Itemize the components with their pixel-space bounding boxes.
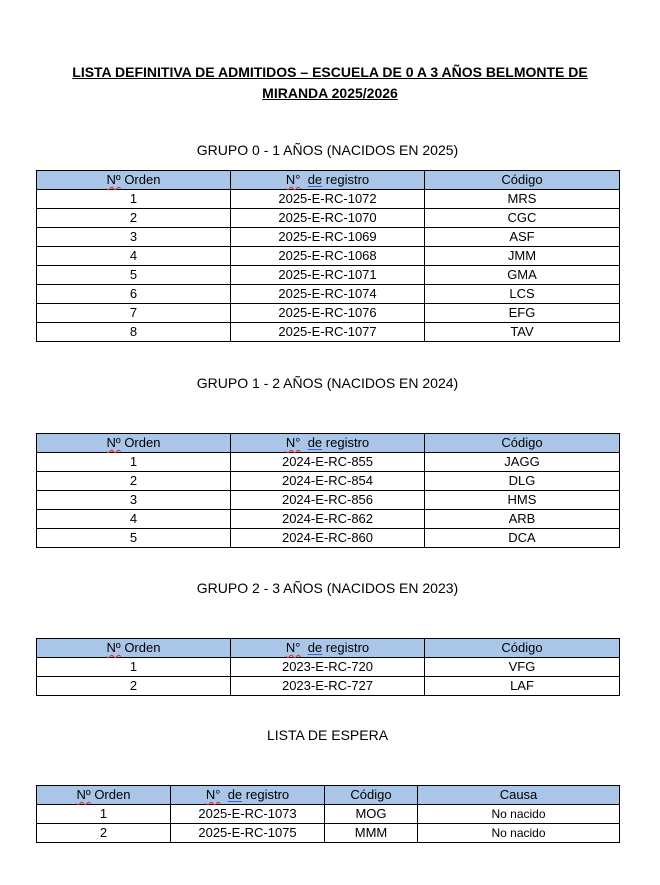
codigo-header: Código (425, 639, 620, 658)
orden-cell: 3 (37, 491, 231, 510)
codigo-cell: EFG (425, 304, 620, 323)
registro-de: de (307, 435, 323, 450)
group-heading: GRUPO 2 - 3 AÑOS (NACIDOS EN 2023) (196, 580, 459, 596)
registro-de: de (307, 640, 323, 655)
table-header-row (37, 786, 620, 805)
causa-cell: No nacido (418, 824, 620, 843)
table-row (37, 190, 620, 209)
registro-cell: 2025-E-RC-1073 (171, 805, 325, 824)
table-row (37, 323, 620, 342)
codigo-cell: JMM (425, 247, 620, 266)
table-header-row (37, 171, 620, 190)
table-row (37, 453, 620, 472)
registro-prefix: N° (285, 172, 301, 187)
table-header-row (37, 434, 620, 453)
codigo-cell: LCS (425, 285, 620, 304)
table-row (37, 510, 620, 529)
registro-cell: 2025-E-RC-1069 (231, 228, 425, 247)
registro-cell: 2025-E-RC-1075 (171, 824, 325, 843)
registro-word: registro (245, 787, 290, 802)
admitted-table (36, 433, 620, 548)
orden-cell: 4 (37, 247, 231, 266)
table-row (37, 304, 620, 323)
codigo-cell: CGC (425, 209, 620, 228)
registro-cell: 2025-E-RC-1074 (231, 285, 425, 304)
registro-cell: 2024-E-RC-856 (231, 491, 425, 510)
registro-cell: 2023-E-RC-720 (231, 658, 425, 677)
codigo-cell: MRS (425, 190, 620, 209)
orden-header (37, 786, 171, 805)
registro-cell: 2024-E-RC-854 (231, 472, 425, 491)
orden-header (37, 434, 231, 453)
codigo-header: Código (425, 171, 620, 190)
codigo-cell: HMS (425, 491, 620, 510)
table-row (37, 805, 620, 824)
registro-header (171, 786, 325, 805)
registro-cell: 2025-E-RC-1072 (231, 190, 425, 209)
orden-cell: 2 (37, 209, 231, 228)
table-row (37, 228, 620, 247)
registro-cell: 2024-E-RC-860 (231, 529, 425, 548)
orden-cell: 5 (37, 529, 231, 548)
causa-cell: No nacido (418, 805, 620, 824)
orden-cell: 7 (37, 304, 231, 323)
orden-cell: 2 (37, 677, 231, 696)
codigo-cell: ASF (425, 228, 620, 247)
codigo-header: Código (425, 434, 620, 453)
codigo-cell: TAV (425, 323, 620, 342)
orden-cell: 1 (37, 658, 231, 677)
orden-cell: 3 (37, 228, 231, 247)
codigo-cell: DCA (425, 529, 620, 548)
orden-prefix: Nº (76, 787, 91, 802)
admitted-table (36, 170, 620, 342)
registro-cell: 2024-E-RC-862 (231, 510, 425, 529)
orden-header (37, 171, 231, 190)
causa-header: Causa (418, 786, 620, 805)
codigo-cell: MOG (325, 805, 418, 824)
orden-prefix: Nº (106, 172, 121, 187)
table-row (37, 209, 620, 228)
table-row (37, 529, 620, 548)
table-row (37, 266, 620, 285)
registro-cell: 2023-E-RC-727 (231, 677, 425, 696)
codigo-cell: LAF (425, 677, 620, 696)
registro-word: registro (325, 435, 370, 450)
table-row (37, 824, 620, 843)
registro-header (231, 639, 425, 658)
codigo-cell: JAGG (425, 453, 620, 472)
table-row (37, 247, 620, 266)
orden-cell: 5 (37, 266, 231, 285)
registro-word: registro (325, 640, 370, 655)
admitted-table (36, 638, 620, 696)
registro-de: de (227, 787, 243, 802)
orden-prefix: Nº (106, 640, 121, 655)
table-row (37, 491, 620, 510)
table-row (37, 472, 620, 491)
orden-cell: 1 (37, 805, 171, 824)
table-row (37, 285, 620, 304)
codigo-cell: VFG (425, 658, 620, 677)
registro-header (231, 171, 425, 190)
table-row (37, 677, 620, 696)
registro-cell: 2025-E-RC-1077 (231, 323, 425, 342)
document-title: LISTA DEFINITIVA DE ADMITIDOS – ESCUELA DE 0 A 3 AÑOS BELMONTE DE MIRANDA 2025/2026 (72, 64, 588, 101)
codigo-cell: DLG (425, 472, 620, 491)
orden-word: Orden (124, 172, 161, 187)
orden-word: Orden (94, 787, 131, 802)
orden-cell: 1 (37, 453, 231, 472)
registro-cell: 2024-E-RC-855 (231, 453, 425, 472)
orden-cell: 4 (37, 510, 231, 529)
registro-cell: 2025-E-RC-1071 (231, 266, 425, 285)
group-heading: GRUPO 1 - 2 AÑOS (NACIDOS EN 2024) (196, 375, 459, 391)
orden-header (37, 639, 231, 658)
orden-cell: 6 (37, 285, 231, 304)
registro-cell: 2025-E-RC-1070 (231, 209, 425, 228)
waitlist-table (36, 785, 620, 843)
table-row (37, 658, 620, 677)
registro-word: registro (325, 172, 370, 187)
registro-header (231, 434, 425, 453)
registro-prefix: N° (285, 435, 301, 450)
codigo-cell: MMM (325, 824, 418, 843)
orden-cell: 1 (37, 190, 231, 209)
codigo-cell: GMA (425, 266, 620, 285)
orden-word: Orden (124, 435, 161, 450)
orden-cell: 2 (37, 824, 171, 843)
orden-word: Orden (124, 640, 161, 655)
registro-prefix: N° (205, 787, 221, 802)
table-header-row (37, 639, 620, 658)
registro-cell: 2025-E-RC-1068 (231, 247, 425, 266)
orden-prefix: Nº (106, 435, 121, 450)
waitlist-heading: LISTA DE ESPERA (266, 727, 389, 743)
orden-cell: 2 (37, 472, 231, 491)
orden-cell: 8 (37, 323, 231, 342)
codigo-header: Código (325, 786, 418, 805)
group-heading: GRUPO 0 - 1 AÑOS (NACIDOS EN 2025) (196, 142, 459, 158)
registro-prefix: N° (285, 640, 301, 655)
codigo-cell: ARB (425, 510, 620, 529)
registro-cell: 2025-E-RC-1076 (231, 304, 425, 323)
registro-de: de (307, 172, 323, 187)
